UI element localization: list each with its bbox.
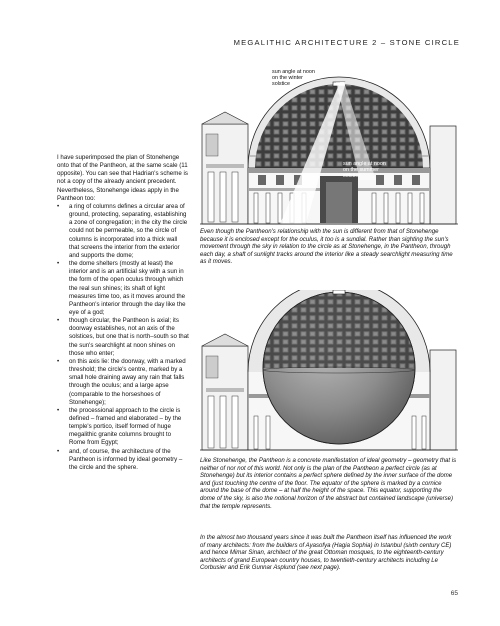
bullet-list [57,203,189,472]
pantheon-sundial-section [200,64,458,226]
figure2-caption-paragraph-2: In the almost two thousand years since it was built the Pantheon itself has influenced the work of many architects: from the builders of Ayasofya (Hagia Sophia) in Istanbul (sixth century CE) and hence Mimar Sinan, architect of the great Ottoman mosques, to the eighteenth-century architects of grand European country houses, to twentieth-century architects including Le Corbusier and Erik Gunnar Asplund (see next page). [200,535,452,572]
left-column-text [57,154,189,472]
winter-solstice-label-line1: sun angle at noon [272,69,315,75]
bullet-item: • the dome shelters (mostly at least) the interior and is an artificial sky with a sun in the form of the open oculus through which the real sun shines; its shaft of light measures time too, as it moves around the Pantheon's interior through the day like the eye of a god; [57,260,189,317]
bullet-item: • the processional approach to the circle is defined – framed and elaborated – by the temple's portico, itself formed of huge megalithic granite columns brought to Rome from Egypt; [57,407,189,448]
winter-solstice-label-line2: on the winter [272,75,303,81]
summer-solstice-label-line2: on the summer [343,167,379,173]
winter-solstice-label-line3: solstice [272,81,290,87]
bullet-item: • though circular, the Pantheon is axial; its doorway establishes, not an axis of the solstices, but one that is north–south so that the sun's searchlight at noon shines on those who enter; [57,317,189,358]
bullet-item: • and, of course, the architecture of the Pantheon is informed by ideal geometry – the circle and the sphere. [57,448,189,472]
page-number: 65 [450,590,458,597]
figure2-caption-paragraph-1: Like Stonehenge, the Pantheon is a concrete manifestation of ideal geometry – geometry that is neither of nor not of this world. Not only is the plan of the Pantheon a perfect circle (as at Stonehenge) but its interior contains a perfect sphere defined by the inner surface of the dome and (just touching the centre of the floor. The equator of the sphere is marked by a cornice around the base of the dome – at half the height of the space. This equator, supporting the dome of the sky, is also the notional horizon of the abstract but contained landscape (universe) that the temple represents. [200,458,457,510]
bullet-item: • on this axis lie: the doorway, with a marked threshold; the circle's centre, marked by a small hole draining away any rain that falls through the oculus; and a large apse (comparable to the horseshoes of Stonehenge); [57,358,189,407]
figure1-caption: Even though the Pantheon's relationship with the sun is different from that of Stonehenge because it is enclosed except for the oculus, it too is a sundial. Rather than sighting the sun's movement through the sky in relation to the circle as at Stonehenge, in the Pantheon, through each day, a shaft of sunlight tracks around the interior like a steady searchlight measuring time as it moves. [200,229,453,266]
pantheon-section-drawing-1 [200,64,458,226]
pantheon-section-drawing-2 [200,290,458,452]
summer-solstice-label-line3: solstice [343,173,361,179]
intro-paragraph: I have superimposed the plan of Stonehenge onto that of the Pantheon, at the same scale (11 opposite). You can see that Hadrian's scheme is not a copy of the already ancient precedent. Nevertheless, Stonehenge ideas apply in the Pantheon too: [57,154,188,202]
summer-solstice-label-line1: sun angle at noon [343,161,386,167]
running-header: MEGALITHIC ARCHITECTURE 2 – STONE CIRCLE [233,38,460,47]
bullet-item: • a ring of columns defines a circular area of ground, protecting, separating, establishing a zone of congregation; in the city the circle could not be permeable, so the circle of columns is incorporated into a thick wall that screens the interior from the exterior and supports the dome; [57,203,189,260]
pantheon-sphere-section [200,290,458,452]
